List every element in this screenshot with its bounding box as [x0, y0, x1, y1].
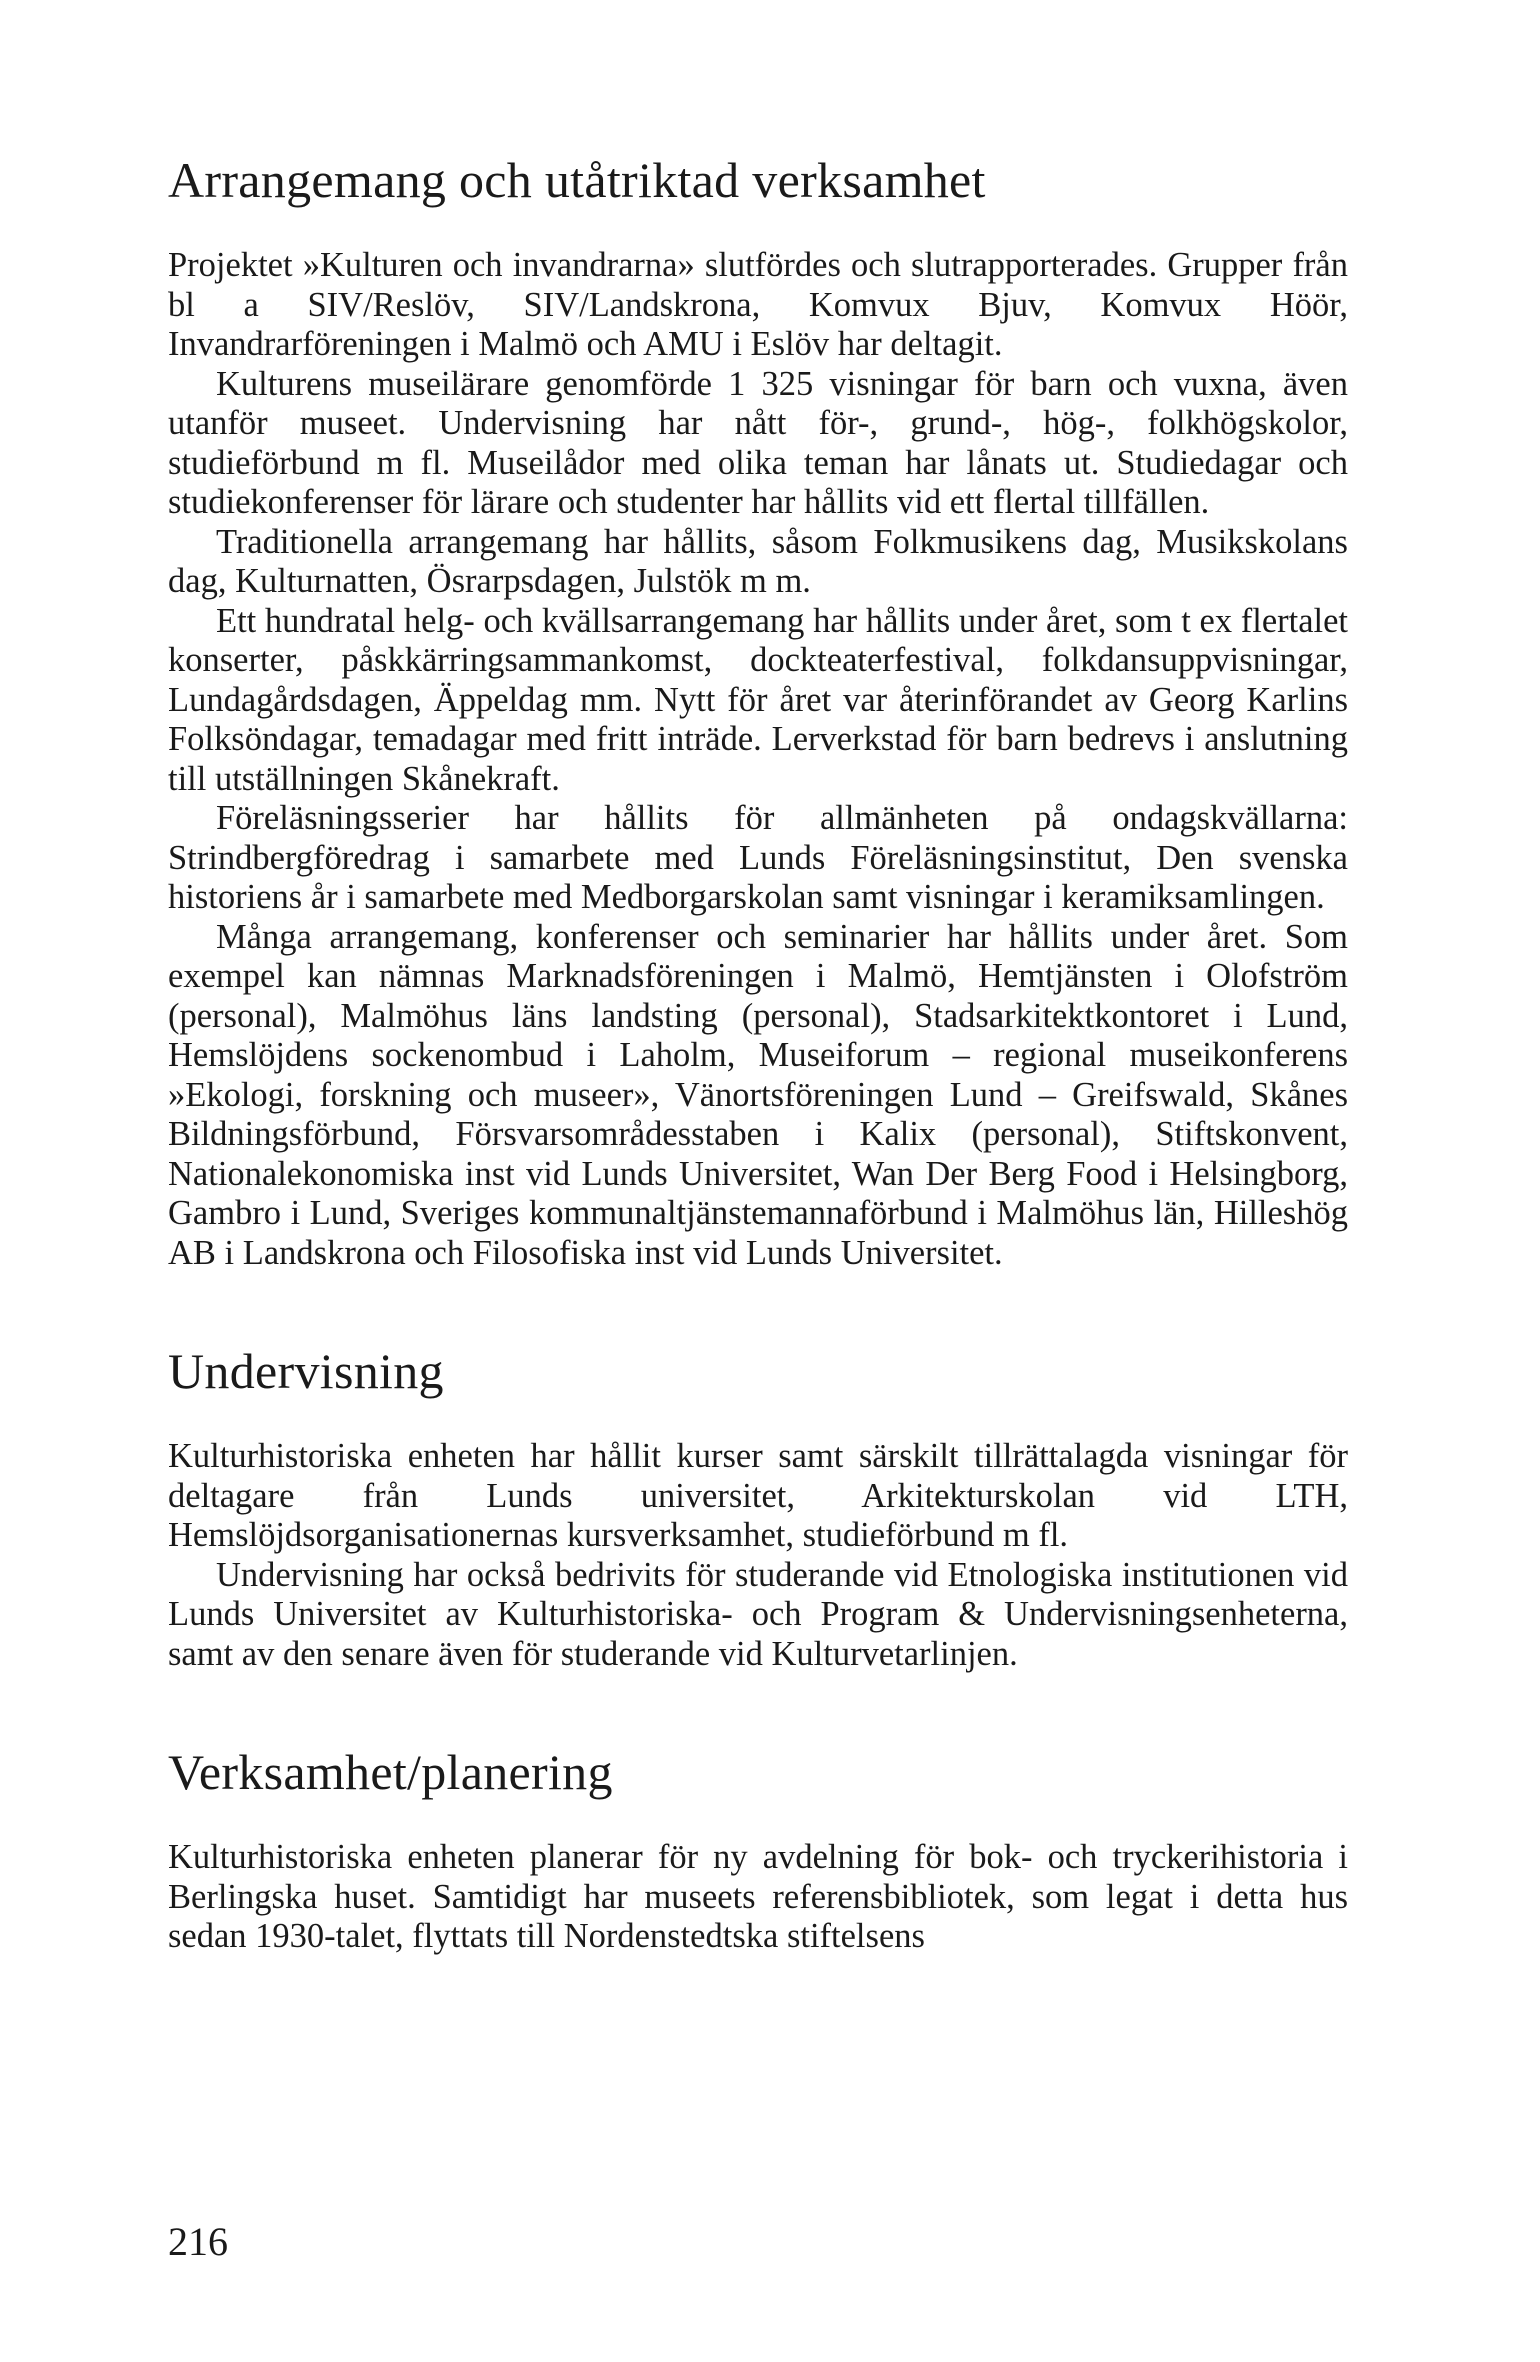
paragraph: Kulturens museilärare genomförde 1 325 visningar för barn och vuxna, även utanför museet. Undervisning har nått för-, grund-, hög-, folkhögskolor, studieförbund m fl. Museilådor med olika teman har lånats ut. Studiedagar och studiekonferenser för lärare och studenter har hållits vid ett flertal tillfällen. — [168, 364, 1348, 521]
section-heading: Undervisning — [168, 1343, 444, 1399]
paragraph: Projektet »Kulturen och invandrarna» slutfördes och slutrapporterades. Grupper från bl a SIV/Reslöv, SIV/Landskrona, Komvux Bjuv, Komvux Höör, Invandrarföreningen i Malmö och AMU i Eslöv har deltagit. — [168, 246, 1348, 363]
paragraph: Kulturhistoriska enheten har hållit kurser samt särskilt tillrättalagda visningar för deltagare från Lunds universitet, Arkitekturskolan vid LTH, Hemslöjdsorganisationernas kursverksamhet, studieförbund m fl. — [168, 1437, 1348, 1554]
paragraph: Undervisning har också bedrivits för studerande vid Etnologiska institutionen vid Lunds Universitet av Kulturhistoriska- och Program & Undervisningsenheterna, samt av den senare även för studerande vid Kulturvetarlinjen. — [168, 1555, 1348, 1673]
page-number: 216 — [168, 2219, 228, 2264]
paragraph: Traditionella arrangemang har hållits, såsom Folkmusikens dag, Musikskolans dag, Kulturnatten, Ösrarpsdagen, Julstök m m. — [168, 522, 1348, 600]
text-column — [168, 150, 1348, 2025]
section-verksamhet-planering — [168, 1742, 1348, 1957]
paragraph: Ett hundratal helg- och kvällsarrangemang har hållits under året, som t ex flertalet konserter, påskkärringsammankomst, dockteaterfestival, folkdansuppvisningar, Lundagårdsdagen, Äppeldag mm. Nytt för året var återinförandet av Georg Karlins Folksöndagar, temadagar med fritt inträde. Lerverkstad för barn bedrevs i anslutning till utställningen Skånekraft. — [168, 601, 1348, 798]
paragraph: Kulturhistoriska enheten planerar för ny avdelning för bok- och tryckerihistoria i Berlingska huset. Samtidigt har museets referensbibliotek, som legat i detta hus sedan 1930-talet, flyttats till Nordenstedtska stiftelsens — [168, 1838, 1348, 1955]
section-arrangemang — [168, 150, 1348, 1273]
section-heading: Arrangemang och utåtriktad verksamhet — [168, 152, 986, 208]
section-heading: Verksamhet/planering — [168, 1744, 613, 1800]
paragraph: Föreläsningsserier har hållits för allmänheten på ondagskvällarna: Strindbergföredrag i samarbete med Lunds Föreläsningsinstitut, Den svenska historiens år i samarbete med Medborgarskolan samt visningar i keramiksamlingen. — [168, 799, 1348, 916]
paragraph: Många arrangemang, konferenser och seminarier har hållits under året. Som exempel kan nämnas Marknadsföreningen i Malmö, Hemtjänsten i Olofström (personal), Malmöhus läns landsting (personal), Stadsarkitektkontoret i Lund, Hemslöjdens sockenombud i Laholm, Museiforum – regional museikonferens »Ekologi, forskning och museer», Vänortsföreningen Lund – Greifswald, Skånes Bildningsförbund, Försvarsområdesstaben i Kalix (personal), Stiftskonvent, Nationalekonomiska inst vid Lunds Universitet, Wan Der Berg Food i Helsingborg, Gambro i Lund, Sveriges kommunaltjänstemannaförbund i Malmöhus län, Hilleshög AB i Landskrona och Filosofiska inst vid Lunds Universitet. — [168, 917, 1348, 1272]
section-undervisning — [168, 1341, 1348, 1674]
